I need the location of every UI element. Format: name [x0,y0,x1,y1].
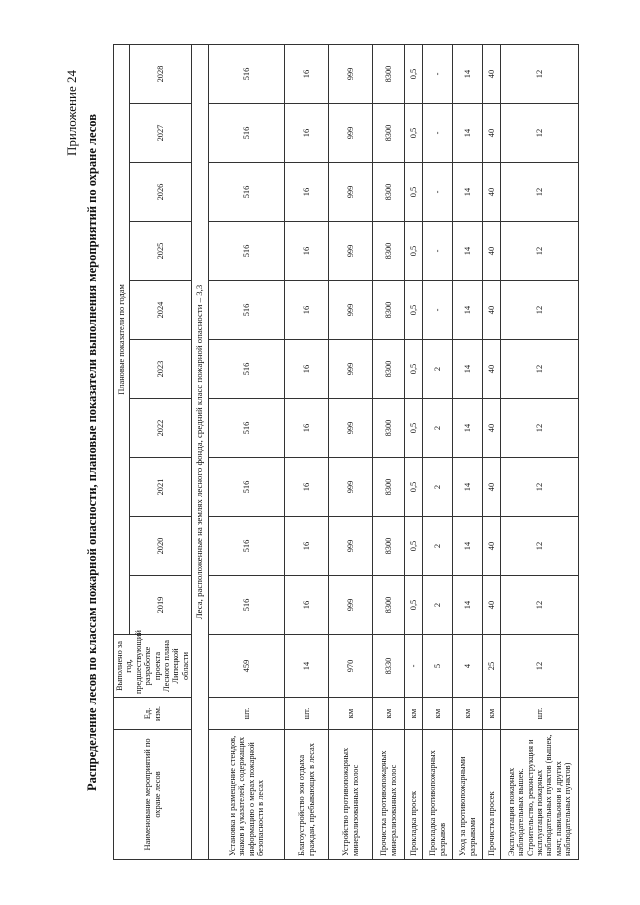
measure-name: Уход за противопожарными разрывами [453,730,483,860]
plan-value: 16 [285,163,329,222]
plan-value: 2 [423,517,453,576]
header-year: 2022 [130,399,192,458]
plan-value: 8300 [373,517,405,576]
plan-value: 16 [285,340,329,399]
plan-value: 14 [453,458,483,517]
plan-value: 40 [483,281,501,340]
plan-value: 16 [285,281,329,340]
plan-value: 8300 [373,163,405,222]
plan-value: 8300 [373,281,405,340]
measure-unit: шт. [209,698,285,730]
done-value: 459 [209,635,285,698]
header-unit: Ед. изм. [114,698,192,730]
measure-unit: км [373,698,405,730]
done-value: - [405,635,423,698]
plan-value: 14 [453,399,483,458]
plan-value: 8300 [373,458,405,517]
measure-name: Прокладка просек [405,730,423,860]
done-value: 8330 [373,635,405,698]
done-value: 970 [329,635,373,698]
table-row [373,45,405,860]
plan-value: 0,5 [405,281,423,340]
plan-value: 8300 [373,104,405,163]
plan-value: 16 [285,399,329,458]
plan-value: 40 [483,340,501,399]
header-year: 2021 [130,458,192,517]
plan-value: 14 [453,281,483,340]
measure-unit: км [329,698,373,730]
header-year: 2028 [130,45,192,104]
plan-value: 0,5 [405,163,423,222]
header-plan: Плановые показатели по годам [114,45,130,635]
plan-value: 16 [285,45,329,104]
plan-value: 8300 [373,399,405,458]
plan-value: 0,5 [405,399,423,458]
table-row [501,45,579,860]
plan-value: 516 [209,45,285,104]
plan-value: 12 [501,104,579,163]
plan-value: 0,5 [405,576,423,635]
table-row [453,45,483,860]
plan-value: 12 [501,45,579,104]
done-value: 4 [453,635,483,698]
header-year: 2023 [130,340,192,399]
plan-value: 516 [209,576,285,635]
plan-value: 2 [423,399,453,458]
plan-value: 14 [453,222,483,281]
measure-name: Устройство противопожарных минерализованных полос [329,730,373,860]
done-value: 5 [423,635,453,698]
plan-value: 999 [329,281,373,340]
plan-value: 0,5 [405,458,423,517]
measure-unit: км [453,698,483,730]
plan-value: 16 [285,222,329,281]
plan-value: - [423,45,453,104]
plan-value: 14 [453,163,483,222]
measure-name: Эксплуатация пожарных наблюдательных вышек. Строительство, реконструкция и эксплуатация пожарных наблюдательных пунктов (вышек, мачт, павильонов и других наблюдательных пунктов) [501,730,579,860]
table-row [209,45,285,860]
header-name: Наименование мероприятий по охране лесов [114,730,192,860]
done-value: 14 [285,635,329,698]
header-year: 2019 [130,576,192,635]
plan-value: - [423,104,453,163]
measure-unit: шт. [285,698,329,730]
plan-value: 999 [329,458,373,517]
plan-value: 14 [453,576,483,635]
plan-value: 516 [209,399,285,458]
done-value: 12 [501,635,579,698]
plan-value: 40 [483,163,501,222]
measure-name: Прочистка просек [483,730,501,860]
plan-value: 516 [209,104,285,163]
plan-value: 14 [453,45,483,104]
table-row [329,45,373,860]
annex-label: Приложение 24 [64,70,79,157]
plan-value: 12 [501,163,579,222]
plan-value: - [423,163,453,222]
header-year: 2026 [130,163,192,222]
header-done: Выполнено за год, предшествующий разработке проекта Лесного плана Липецкой области [114,635,192,698]
plan-value: 516 [209,340,285,399]
section-row: Леса, расположенные на землях лесного фонда, средний класс пожарной опасности – 3,3 [192,45,209,860]
plan-value: 999 [329,45,373,104]
plan-value: 999 [329,163,373,222]
table-row [423,45,453,860]
plan-value: 16 [285,517,329,576]
measure-name: Прокладка противопожарных разрывов [423,730,453,860]
plan-value: 516 [209,163,285,222]
plan-value: 999 [329,517,373,576]
header-year: 2027 [130,104,192,163]
header-year: 2025 [130,222,192,281]
measure-unit: км [423,698,453,730]
plan-value: 0,5 [405,340,423,399]
table-row [483,45,501,860]
plan-value: 12 [501,458,579,517]
plan-value: 16 [285,104,329,163]
plan-value: 0,5 [405,222,423,281]
plan-value: 0,5 [405,104,423,163]
header-year: 2024 [130,281,192,340]
measure-name: Благоустройство зон отдыха граждан, пребывающих в лесах [285,730,329,860]
plan-value: 999 [329,399,373,458]
plan-value: 40 [483,104,501,163]
plan-value: 16 [285,458,329,517]
plan-value: 8300 [373,340,405,399]
plan-value: 14 [453,517,483,576]
plan-value: 516 [209,458,285,517]
plan-value: 12 [501,222,579,281]
document-title: Распределение лесов по классам пожарной опасности, плановые показатели выполнения мероприятий по охране лесов [85,114,99,791]
plan-value: 516 [209,281,285,340]
plan-value: 40 [483,576,501,635]
plan-value: 0,5 [405,45,423,104]
plan-value: 16 [285,576,329,635]
plan-value: 999 [329,576,373,635]
plan-value: 12 [501,576,579,635]
plan-value: 40 [483,458,501,517]
plan-value: 14 [453,104,483,163]
table-body [192,45,579,860]
plan-value: 14 [453,340,483,399]
measure-unit: км [405,698,423,730]
table-row [285,45,329,860]
plan-value: 12 [501,340,579,399]
plan-value: 8300 [373,576,405,635]
plan-value: - [423,222,453,281]
done-value: 25 [483,635,501,698]
plan-value: 0,5 [405,517,423,576]
measure-unit: шт. [501,698,579,730]
plan-value: - [423,281,453,340]
plan-value: 8300 [373,222,405,281]
plan-value: 12 [501,281,579,340]
plan-value: 999 [329,340,373,399]
measure-unit: км [483,698,501,730]
plan-value: 40 [483,222,501,281]
plan-value: 2 [423,576,453,635]
plan-value: 2 [423,340,453,399]
plan-value: 12 [501,517,579,576]
header-year: 2020 [130,517,192,576]
measure-name: Прочистка противопожарных минерализованных полос [373,730,405,860]
plan-value: 2 [423,458,453,517]
plan-value: 40 [483,399,501,458]
plan-value: 999 [329,104,373,163]
plan-value: 40 [483,517,501,576]
table-row [405,45,423,860]
measures-table [113,44,579,860]
plan-value: 40 [483,45,501,104]
plan-value: 12 [501,399,579,458]
plan-value: 516 [209,517,285,576]
plan-value: 999 [329,222,373,281]
plan-value: 516 [209,222,285,281]
plan-value: 8300 [373,45,405,104]
measure-name: Установка и размещение стендов, знаков и указателей, содержащих информацию о мерах пожарной безопасности в лесах [209,730,285,860]
